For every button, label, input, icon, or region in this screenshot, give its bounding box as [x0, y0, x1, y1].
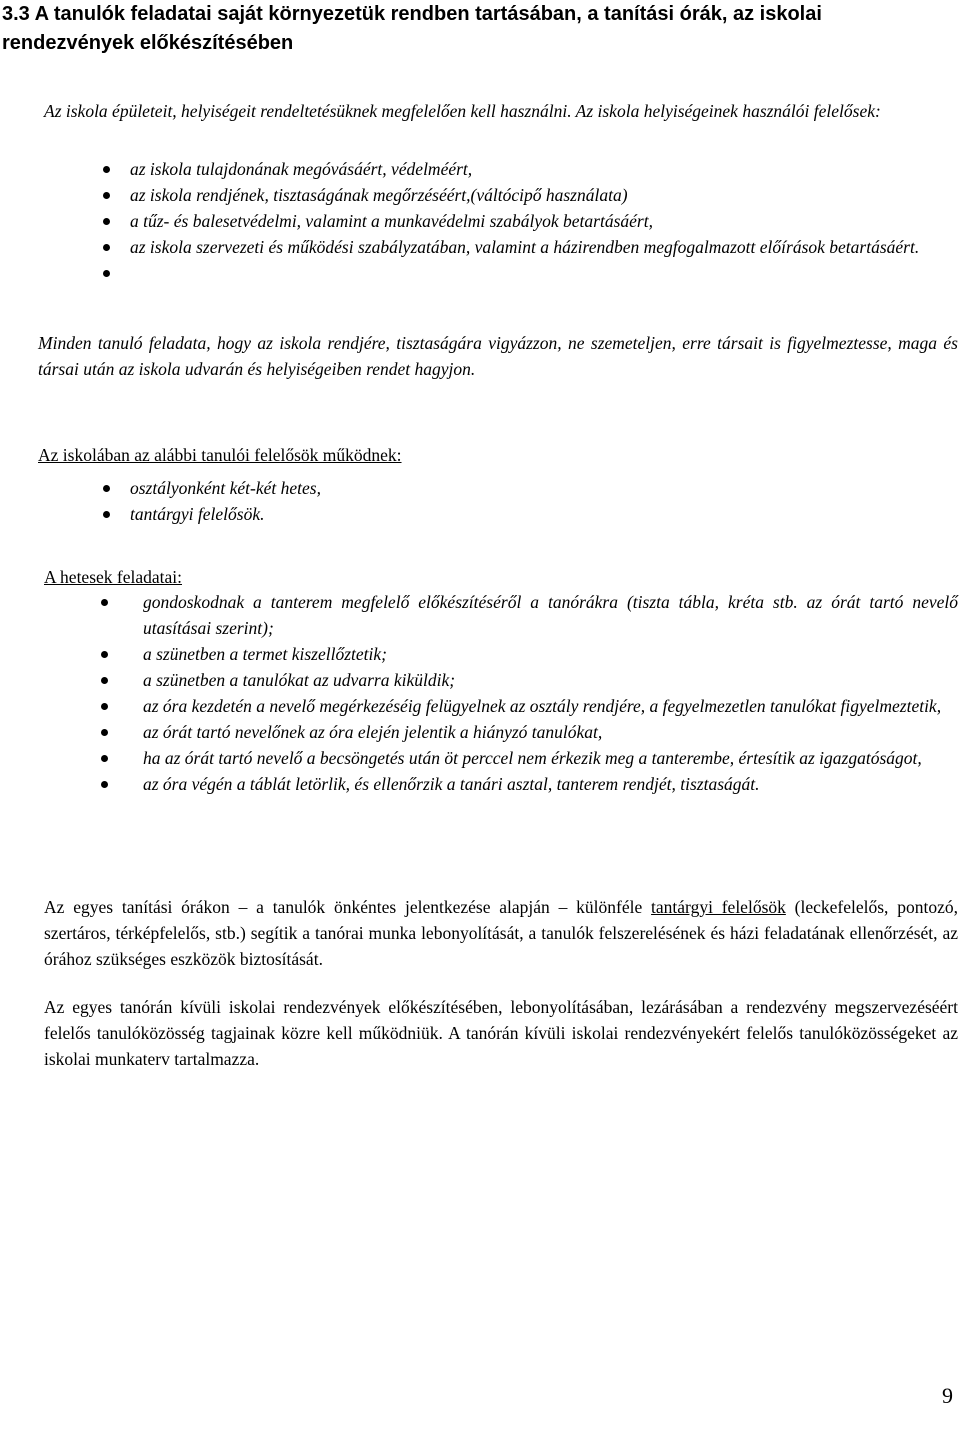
bullet-icon [103, 218, 110, 225]
list-item: a tűz- és balesetvédelmi, valamint a munkavédelmi szabályok betartásáért, [130, 208, 958, 234]
bullet-icon [101, 677, 108, 684]
bullet-icon [101, 781, 108, 788]
bullet-icon [103, 511, 110, 518]
list-item: az iskola szervezeti és működési szabályzatában, valamint a házirendben megfogalmazott előírások betartásáért. [130, 234, 958, 260]
list-item: az órát tartó nevelőnek az óra elején jelentik a hiányzó tanulókat, [143, 719, 958, 745]
bullet-icon [101, 703, 108, 710]
bullet-icon [103, 244, 110, 251]
bullet-icon [103, 192, 110, 199]
list-item: az óra kezdetén a nevelő megérkezéséig felügyelnek az osztály rendjére, a fegyelmezetlen tanulókat figyelmeztetik, [143, 693, 958, 719]
bullet-icon [101, 729, 108, 736]
list-item: osztályonként két-két hetes, [130, 475, 958, 501]
bullet-icon [103, 485, 110, 492]
student-duty-paragraph: Minden tanuló feladata, hogy az iskola rendjére, tisztaságára vigyázzon, ne szemeteljen, erre társait is figyelmeztesse, maga és társai után az iskola udvarán és helyiségeiben rendet hagyjon. [38, 333, 958, 379]
list-item: az óra végén a táblát letörlik, és ellenőrzik a tanári asztal, tanterem rendjét, tisztaságát. [143, 771, 958, 797]
list-item [130, 260, 958, 286]
page-number: 9 [942, 1383, 953, 1408]
bullet-icon [103, 166, 110, 173]
bullet-icon [101, 599, 108, 606]
list-item: tantárgyi felelősök. [130, 501, 958, 527]
officers-list [130, 475, 958, 527]
bullet-icon [103, 270, 110, 277]
weekly-tasks-list [143, 589, 958, 797]
list-item: gondoskodnak a tanterem megfelelő előkészítéséről a tanórákra (tiszta tábla, kréta stb. az órát tartó nevelő utasításai szerint); [143, 589, 958, 641]
events-paragraph: Az egyes tanórán kívüli iskolai rendezvények előkészítésében, lebonyolításában, lezárásában a rendezvény megszervezéséért felelős tanulóközösség tagjainak közre kell működniük. A tanórán kívüli iskolai rendezvényekért felelős tanulóközösségeket az iskolai munkaterv tartalmazza. [44, 997, 958, 1069]
intro-paragraph: Az iskola épületeit, helyiségeit rendeltetésüknek megfelelően kell használni. Az iskola helyiségeinek használói felelősek: [44, 101, 881, 121]
list-item: a szünetben a tanulókat az udvarra kiküldik; [143, 667, 958, 693]
list-item: a szünetben a termet kiszellőztetik; [143, 641, 958, 667]
list-item: az iskola tulajdonának megóvásáért, védelméért, [130, 156, 958, 182]
weekly-duties-heading: A hetesek feladatai: [44, 567, 182, 587]
list-item: az iskola rendjének, tisztaságának megőrzéséért,(váltócipő használata) [130, 182, 958, 208]
section-heading: 3.3 A tanulók feladatai saját környezetük rendben tartásában, a tanítási órák, az iskolai rendezvények előkészítésében [2, 3, 822, 54]
subject-officers-paragraph: Az egyes tanítási órákon – a tanulók önkéntes jelentkezése alapján – különféle tantárgyi felelősök (leckefelelős, pontozó, szertáros, térképfelelős, stb.) segítik a tanórai munka lebonyolítását, a tanulók felszerelésének és házi feladatának ellenőrzését, az órához szükséges eszközök biztosítását. [44, 897, 958, 969]
officers-heading: Az iskolában az alábbi tanulói felelősök működnek: [38, 445, 402, 465]
responsibilities-list [130, 156, 958, 286]
bullet-icon [101, 755, 108, 762]
list-item: ha az órát tartó nevelő a becsöngetés után öt perccel nem érkezik meg a tanterembe, értesítik az igazgatóságot, [143, 745, 958, 771]
bullet-icon [101, 651, 108, 658]
